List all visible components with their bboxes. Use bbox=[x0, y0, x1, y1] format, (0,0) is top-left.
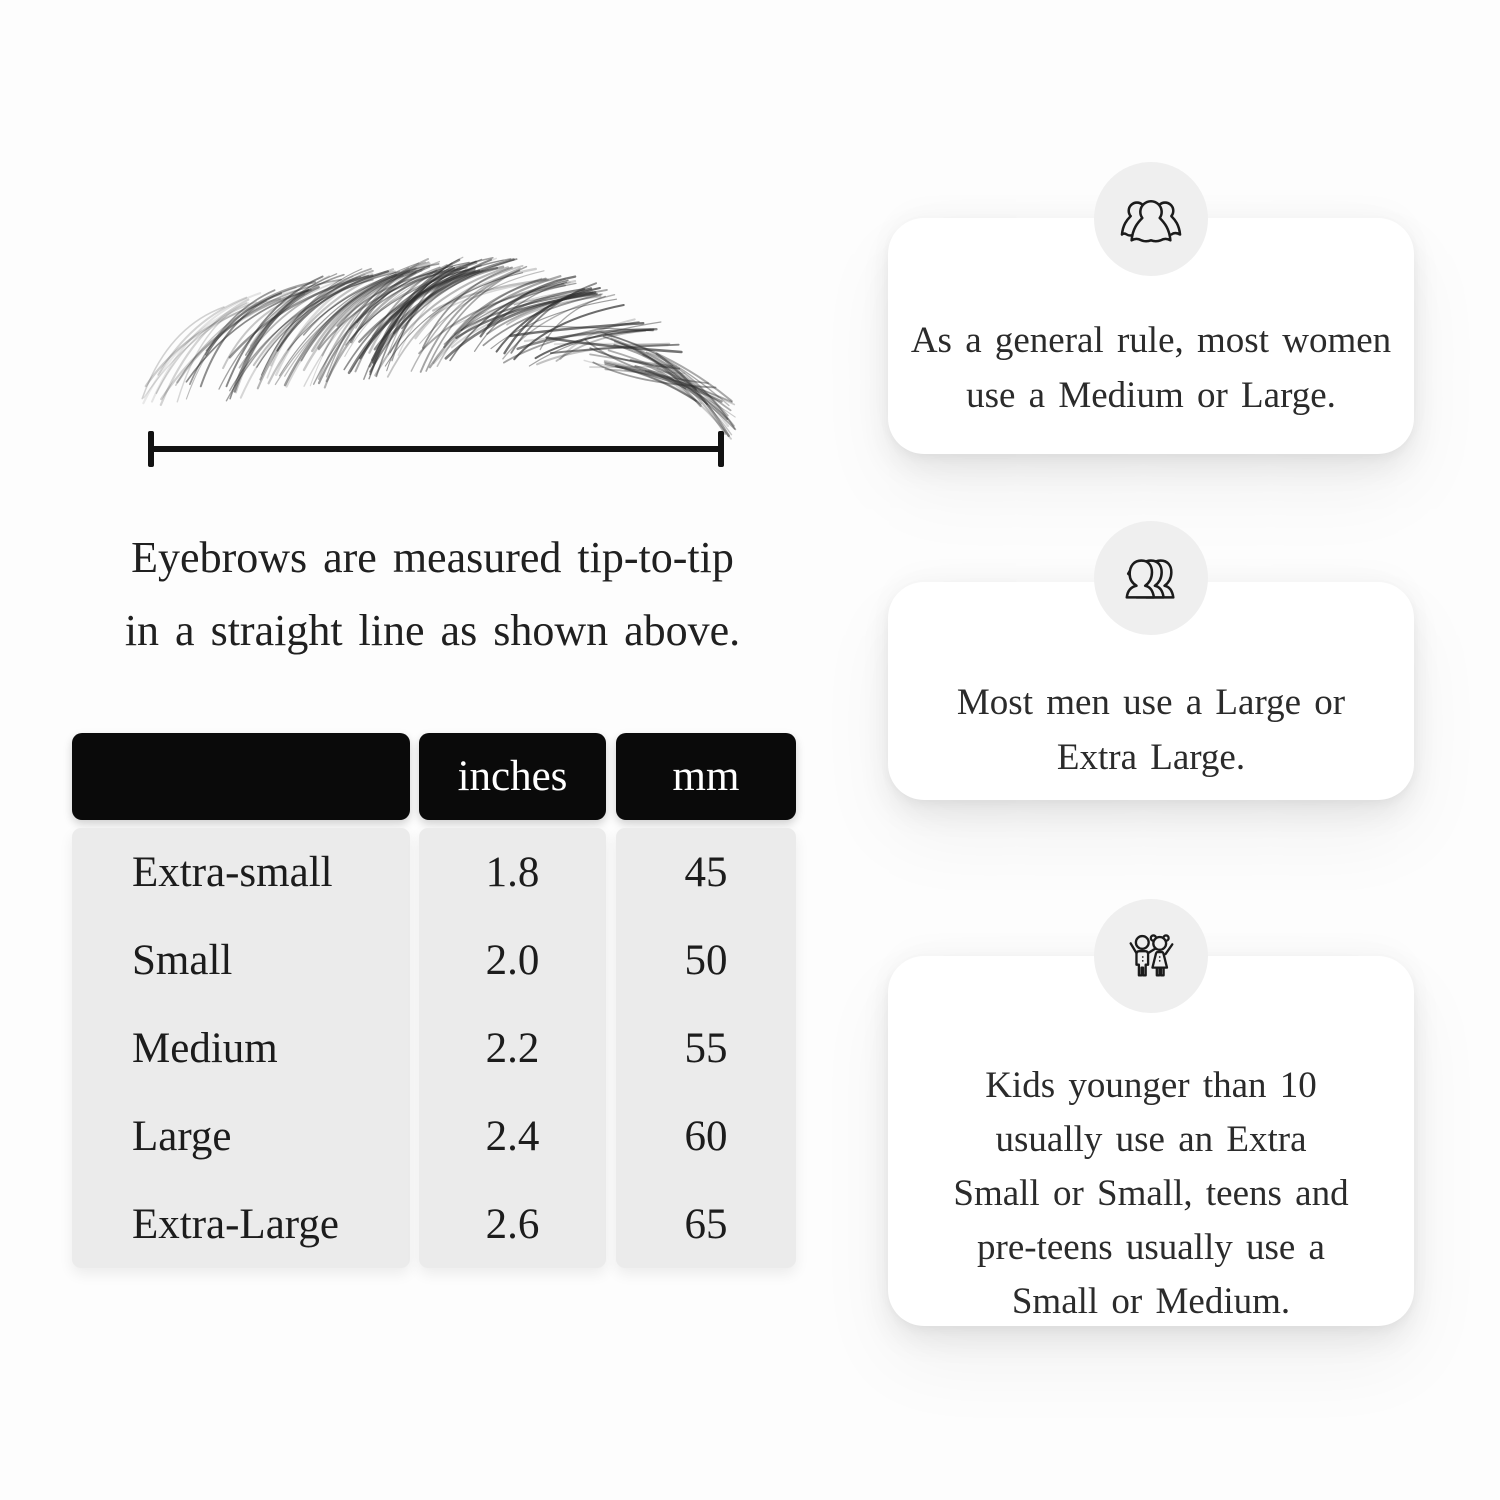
table-header-mm: mm bbox=[616, 733, 796, 820]
measurement-caption-line2: in a straight line as shown above. bbox=[124, 606, 741, 655]
table-cell-mm: 60 bbox=[684, 1112, 728, 1160]
measurement-caption-line1: Eyebrows are measured tip-to-tip bbox=[131, 533, 734, 582]
table-header-inches: inches bbox=[419, 733, 606, 820]
measurement-line-right-tick bbox=[718, 431, 724, 467]
table-header-size bbox=[72, 733, 410, 820]
table-cell-inches: 2.2 bbox=[485, 1024, 540, 1072]
kids-icon bbox=[1094, 899, 1208, 1013]
info-card-kids-text: Kids younger than 10 usually use an Extra Small or Small, teens and pre-teens usually use a Small or Medium. bbox=[953, 1065, 1349, 1322]
info-card-women-text: As a general rule, most women use a Medium or Large. bbox=[910, 320, 1392, 416]
table-column-sizes bbox=[72, 828, 410, 1268]
table-cell-inches: 2.4 bbox=[485, 1112, 540, 1160]
table-cell-mm: 55 bbox=[684, 1024, 728, 1072]
table-cell-inches: 1.8 bbox=[485, 848, 540, 896]
table-row-label: Medium bbox=[132, 1024, 278, 1072]
table-row-label: Extra-small bbox=[132, 848, 333, 896]
table-cell-inches: 2.6 bbox=[485, 1200, 540, 1248]
table-cell-mm: 65 bbox=[684, 1200, 728, 1248]
table-cell-inches: 2.0 bbox=[485, 936, 540, 984]
table-row-label: Large bbox=[132, 1112, 232, 1160]
measurement-caption bbox=[105, 521, 760, 667]
table-cell-mm: 50 bbox=[684, 936, 728, 984]
men-group-icon bbox=[1094, 521, 1208, 635]
eyebrow-illustration bbox=[110, 245, 770, 450]
table-row-label: Extra-Large bbox=[132, 1200, 339, 1248]
measurement-line-bar bbox=[148, 446, 724, 452]
table-row-label: Small bbox=[132, 936, 233, 984]
measurement-line bbox=[148, 431, 724, 467]
table-cell-mm: 45 bbox=[684, 848, 728, 896]
info-card-men-text: Most men use a Large or Extra Large. bbox=[956, 682, 1346, 778]
women-group-icon bbox=[1094, 162, 1208, 276]
table-column-inches bbox=[419, 828, 606, 1268]
table-column-mm bbox=[616, 828, 796, 1268]
